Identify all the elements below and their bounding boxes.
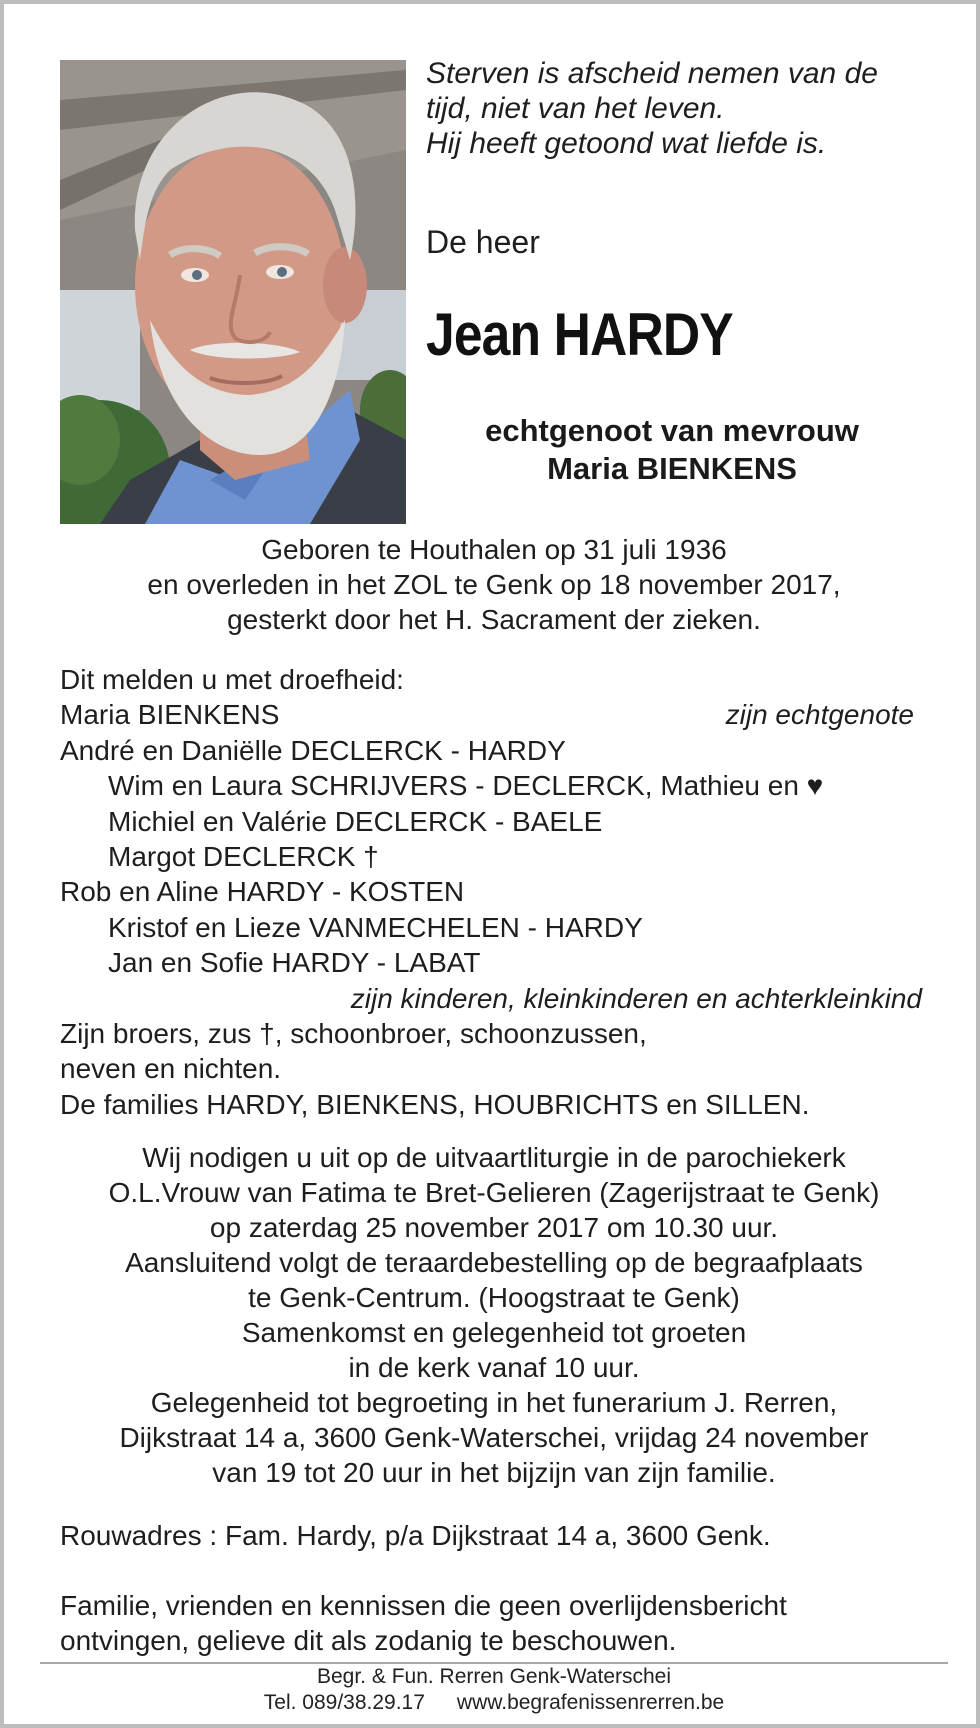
liturgy-line: Samenkomst en gelegenheid tot groeten xyxy=(241,1317,747,1348)
liturgy-line: Dijkstraat 14 a, 3600 Genk-Waterschei, vrijdag 24 november xyxy=(119,1422,869,1453)
footer xyxy=(44,1664,944,1716)
family-grandchild: Kristof en Lieze VANMECHELEN - HARDY xyxy=(108,911,643,943)
spouse-name: Maria BIENKENS xyxy=(60,699,280,731)
spouse-line: echtgenoot van mevrouw xyxy=(485,413,859,448)
portrait-image xyxy=(60,60,406,524)
notice-line: Familie, vrienden en kennissen die geen overlijdensbericht xyxy=(60,1590,787,1621)
title-prefix: De heer xyxy=(426,224,540,260)
notice xyxy=(60,1588,787,1658)
spouse-info xyxy=(406,412,938,488)
liturgy-line: Aansluitend volgt de teraardebestelling op de begraafplaats xyxy=(125,1247,863,1278)
portrait-photo xyxy=(60,60,406,524)
liturgy-info xyxy=(44,1140,944,1490)
footer-phone: Tel. 089/38.29.17 xyxy=(263,1691,425,1714)
family-families: De families HARDY, BIENKENS, HOUBRICHTS en SILLEN. xyxy=(60,1088,810,1120)
family-list xyxy=(60,662,926,1122)
liturgy-line: Gelegenheid tot begroeting in het funerarium J. Rerren, xyxy=(150,1387,838,1418)
footer-contact xyxy=(44,1690,944,1716)
quote-line: Hij heeft getoond wat liefde is. xyxy=(426,127,827,160)
birth-death-info xyxy=(44,532,944,637)
family-siblings: neven en nichten. xyxy=(60,1053,282,1085)
liturgy-line: in de kerk vanaf 10 uur. xyxy=(348,1352,640,1383)
footer-website[interactable]: www.begrafenissenrerren.be xyxy=(456,1691,725,1714)
family-grandchild: Michiel en Valérie DECLERCK - BAELE xyxy=(108,805,603,837)
sacrament-line: gesterkt door het H. Sacrament der zieken. xyxy=(227,604,761,635)
death-line: en overleden in het ZOL te Genk op 18 november 2017, xyxy=(147,569,841,600)
mourning-address: Rouwadres : Fam. Hardy, p/a Dijkstraat 14 a, 3600 Genk. xyxy=(60,1520,771,1551)
quote xyxy=(426,56,878,161)
family-intro: Dit melden u met droefheid: xyxy=(60,664,404,695)
liturgy-line: O.L.Vrouw van Fatima te Bret-Gelieren (Zagerijstraat te Genk) xyxy=(108,1177,880,1208)
family-child: Rob en Aline HARDY - KOSTEN xyxy=(60,876,465,908)
family-grandchild: Wim en Laura SCHRIJVERS - DECLERCK, Mathieu en ♥ xyxy=(108,770,824,802)
family-child: André en Daniëlle DECLERCK - HARDY xyxy=(60,734,566,766)
quote-line: tijd, niet van het leven. xyxy=(426,92,725,125)
family-grandchild: Jan en Sofie HARDY - LABAT xyxy=(108,947,481,979)
children-role: zijn kinderen, kleinkinderen en achterkleinkind xyxy=(350,982,922,1014)
family-siblings: Zijn broers, zus †, schoonbroer, schoonzussen, xyxy=(60,1018,647,1050)
notice-line: ontvingen, gelieve dit als zodanig te beschouwen. xyxy=(60,1625,677,1656)
funeral-company: Begr. & Fun. Rerren Genk-Waterschei xyxy=(316,1665,672,1688)
family-row-spouse xyxy=(60,697,926,732)
spouse-name: Maria BIENKENS xyxy=(547,451,797,486)
birth-line: Geboren te Houthalen op 31 juli 1936 xyxy=(261,534,727,565)
liturgy-line: Wij nodigen u uit op de uitvaartliturgie in de parochiekerk xyxy=(142,1142,846,1173)
liturgy-line: op zaterdag 25 november 2017 om 10.30 uur. xyxy=(209,1212,779,1243)
spouse-role: zijn echtgenote xyxy=(725,699,914,731)
family-grandchild: Margot DECLERCK † xyxy=(108,841,379,873)
deceased-name: Jean HARDY xyxy=(426,301,733,368)
liturgy-line: te Genk-Centrum. (Hoogstraat te Genk) xyxy=(248,1282,740,1313)
liturgy-line: van 19 tot 20 uur in het bijzijn van zijn familie. xyxy=(212,1457,776,1488)
quote-line: Sterven is afscheid nemen van de xyxy=(426,57,878,90)
